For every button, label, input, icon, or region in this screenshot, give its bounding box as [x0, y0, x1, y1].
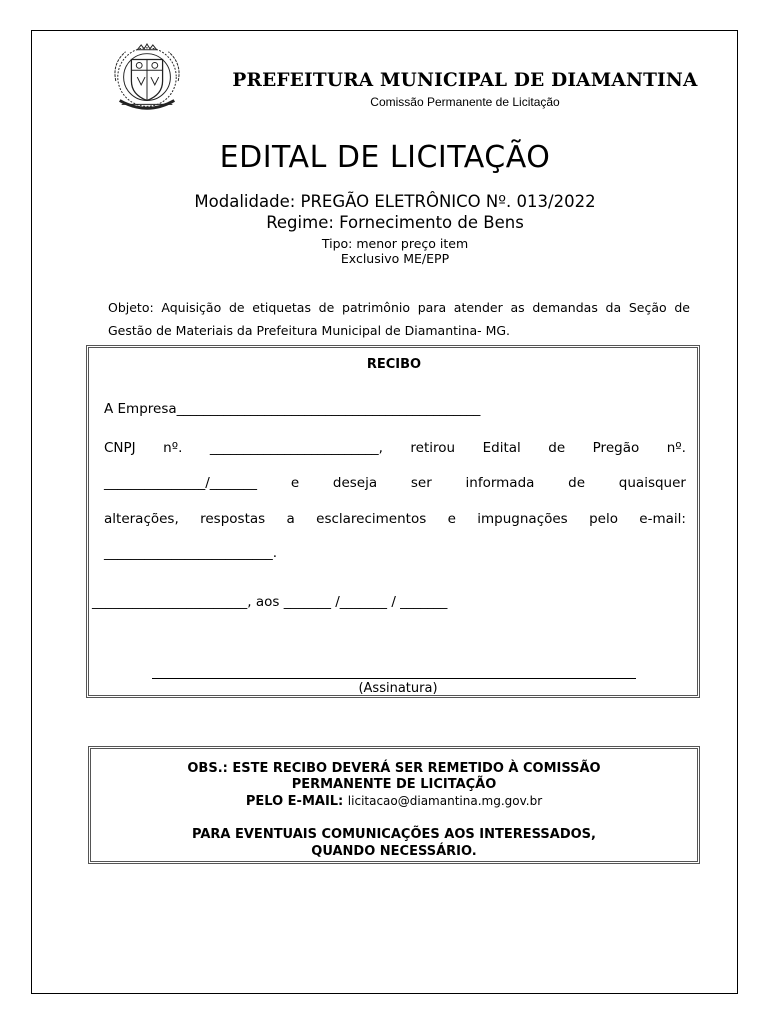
word: Pregão: [592, 440, 640, 456]
obs-line-1: OBS.: ESTE RECIBO DEVERÁ SER REMETIDO À COMISSÃO: [187, 761, 601, 776]
recibo-line-email: _________________________.: [104, 545, 278, 561]
signature-line: [152, 678, 636, 679]
word: e: [290, 475, 300, 491]
word: deseja: [332, 475, 378, 491]
recibo-line-empresa: A Empresa_____________________________________________: [104, 401, 481, 417]
word: de: [548, 440, 566, 456]
exclusivo: Exclusivo ME/EPP: [340, 251, 450, 266]
recibo-line-cnpj: [104, 440, 686, 456]
word: de: [568, 475, 586, 491]
word: Edital: [482, 440, 521, 456]
word: quaisquer: [618, 475, 686, 491]
word: nº.: [163, 440, 183, 456]
word: impugnações: [477, 511, 568, 527]
objeto-paragraph: Objeto: Aquisição de etiquetas de patrimônio para atender as demandas da Seção de Gestão de Materiais da Prefeitura Municipal de Diamantina- MG.: [108, 300, 690, 338]
obs-line-4: PARA EVENTUAIS COMUNICAÇÕES AOS INTERESSADOS,: [192, 827, 596, 842]
tipo: Tipo: menor preço item: [321, 236, 469, 251]
word: nº.: [666, 440, 686, 456]
word: ser: [410, 475, 432, 491]
signature-label: (Assinatura): [358, 681, 438, 696]
word: a: [286, 511, 295, 527]
regime: Regime: Fornecimento de Bens: [266, 213, 524, 232]
header-subtitle: Comissão Permanente de Licitação: [370, 95, 560, 109]
word: informada: [465, 475, 535, 491]
municipal-crest-icon: [108, 42, 186, 118]
recibo-line-pregao: [104, 475, 686, 491]
word: pelo: [589, 511, 618, 527]
obs-line-5: QUANDO NECESSÁRIO.: [311, 844, 477, 859]
modalidade: Modalidade: PREGÃO ELETRÔNICO Nº. 013/2022: [194, 192, 596, 211]
header-title: PREFEITURA MUNICIPAL DE DIAMANTINA: [232, 70, 698, 91]
word: _________________________,: [209, 440, 383, 456]
word: e-mail:: [639, 511, 686, 527]
word: respostas: [200, 511, 266, 527]
recibo-line-alteracoes: [104, 511, 686, 527]
word: retirou: [410, 440, 456, 456]
obs-email-prefix: PELO E-MAIL:: [245, 794, 344, 809]
obs-line-3: [88, 794, 700, 809]
obs-line-2: PERMANENTE DE LICITAÇÃO: [291, 777, 497, 792]
obs-email: licitacao@diamantina.mg.gov.br: [347, 794, 543, 808]
document-title: EDITAL DE LICITAÇÃO: [219, 140, 551, 175]
word: alterações,: [104, 511, 179, 527]
recibo-line-data: _______________________, aos _______ /_______ / _______: [92, 594, 448, 610]
word: CNPJ: [104, 440, 136, 456]
word: _______________/_______: [104, 475, 258, 491]
word: esclarecimentos: [316, 511, 427, 527]
word: e: [447, 511, 456, 527]
recibo-title: RECIBO: [366, 357, 422, 372]
